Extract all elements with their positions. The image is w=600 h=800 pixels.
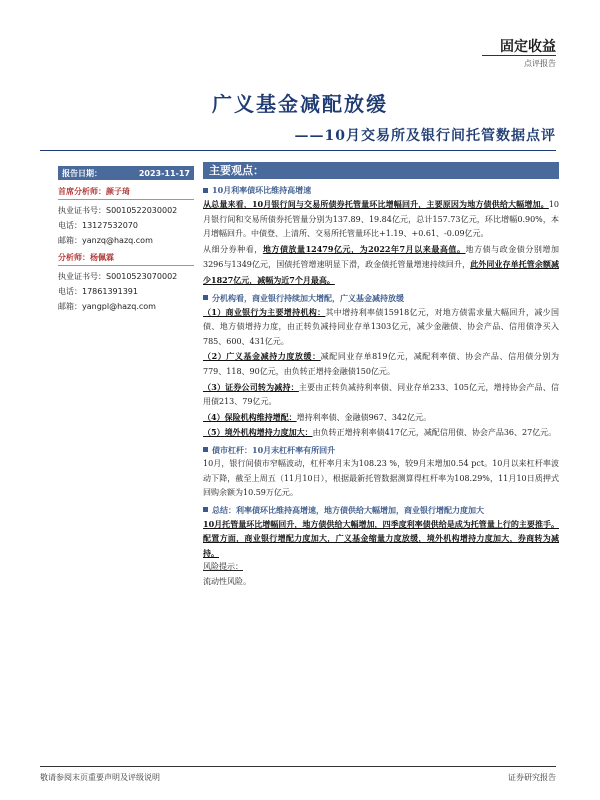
- analyst-email: 邮箱：yangpl@hazq.com: [58, 302, 156, 311]
- risk-title: 风险提示：: [203, 562, 243, 572]
- section-bullet: 债市杠杆：10月末杠杆率有所回升: [203, 443, 559, 457]
- analyst-phone: 电话：17861391391: [58, 287, 138, 296]
- paragraph: 从总量来看，10月银行间与交易所债券托管量环比增幅回升，主要原因为地方债供给大幅增加。10月银行间和交易所债券托管量分别为137.89、19.84亿元，总计157.73亿元，环比增幅0.90%，本月增幅回升。中债登、上清所、交易所托管量环比+1.19、+0.61、-0.09亿元。: [203, 199, 559, 239]
- report-date-label: 报告日期：: [62, 168, 102, 178]
- analyst-block: [58, 252, 194, 314]
- square-bullet-icon: [203, 507, 208, 512]
- paragraph: 10月，银行间债市窄幅波动，杠杆率月末为108.23 %，较9月末增加0.54 pct。10月以来杠杆率波动下降，截至上周五（11月10日），根据最新托管数据测算得杠杆率为108.29%，11月10日质押式回购余额为10.59万亿元。: [203, 458, 559, 498]
- paragraph: （1）商业银行为主要增持机构：其中增持利率债15918亿元，对地方债需求量大幅回升，减少国债、地方债增持力度，由正转负减持同业存单1303亿元，减少金融债、协会产品、信用债净买入785、600、431亿元。: [203, 306, 559, 346]
- paragraph: 10月托管量环比增幅回升，地方债供给大幅增加，四季度利率债供给是成为托管量上行的主要推手。配置方面，商业银行增配力度加大，广义基金缩量力度放缓，境外机构增持力度加大，券商转为减持。: [203, 518, 559, 558]
- section-bullet: 总结：利率债环比维持高增速，地方债供给大幅增加，商业银行增配力度加大: [203, 503, 559, 517]
- square-bullet-icon: [203, 447, 208, 452]
- main-heading: 主要观点：: [203, 162, 559, 179]
- paragraph: （3）证券公司转为减持：主要由正转负减持利率债、同业存单233、105亿元，增持协会产品、信用债213、79亿元。: [203, 381, 559, 407]
- paragraph: （5）境外机构增持力度加大：由负转正增持利率债417亿元，减配信用债、协会产品36、27亿元。: [203, 427, 557, 438]
- paragraph: 从细分券种看，地方债放量12479亿元，为2022年7月以来最高值。地方债与政金债分别增加3296与1349亿元，国债托管增速明显下滑，政金债托管量增速持续回升，此外同业存单托管余额减少1827亿元，减幅为近7个月最高。: [203, 243, 560, 285]
- risk-text: 流动性风险。: [203, 577, 251, 587]
- section-bullet: 10月利率债环比维持高增速: [203, 183, 559, 197]
- report-subcategory: 点评报告: [524, 59, 556, 68]
- analyst-block: [58, 186, 194, 248]
- title-rule: [40, 150, 556, 151]
- section-bullet: 分机构看，商业银行持续加大增配，广义基金减持放缓: [203, 291, 559, 305]
- paragraph: （2）广义基金减持力度放缓：减配同业存单819亿元，减配利率债、协会产品、信用债分别为779、118、90亿元，由负转正增持金融债150亿元。: [203, 351, 559, 376]
- analyst-role: 分析师：杨佩霖: [58, 252, 194, 266]
- left-sidebar: [58, 166, 194, 314]
- paragraph: （4）保险机构维持增配：增持利率债、金融债967、342亿元。: [203, 411, 432, 422]
- report-title: 广义基金减配放缓: [212, 92, 388, 116]
- report-subtitle: ——10月交易所及银行间托管数据点评: [294, 128, 556, 144]
- analyst-license: 执业证书号：S0010523070002: [58, 272, 178, 281]
- header-rule: [482, 55, 556, 56]
- square-bullet-icon: [203, 188, 208, 193]
- analyst-role: 首席分析师：颜子琦: [58, 186, 194, 200]
- footer-rule: [40, 766, 556, 767]
- footer-label: 证券研究报告: [508, 773, 556, 782]
- footer-disclaimer: 敬请参阅末页重要声明及评级说明: [40, 773, 160, 782]
- report-date: 2023-11-17: [138, 168, 190, 178]
- analyst-license: 执业证书号：S0010522030002: [58, 206, 178, 215]
- analyst-email: 邮箱：yanzq@hazq.com: [58, 236, 153, 245]
- square-bullet-icon: [203, 295, 208, 300]
- main-content: [203, 162, 559, 590]
- report-category: 固定收益: [500, 39, 556, 55]
- analyst-phone: 电话：13127532070: [58, 221, 138, 230]
- report-date-bar: [58, 166, 194, 180]
